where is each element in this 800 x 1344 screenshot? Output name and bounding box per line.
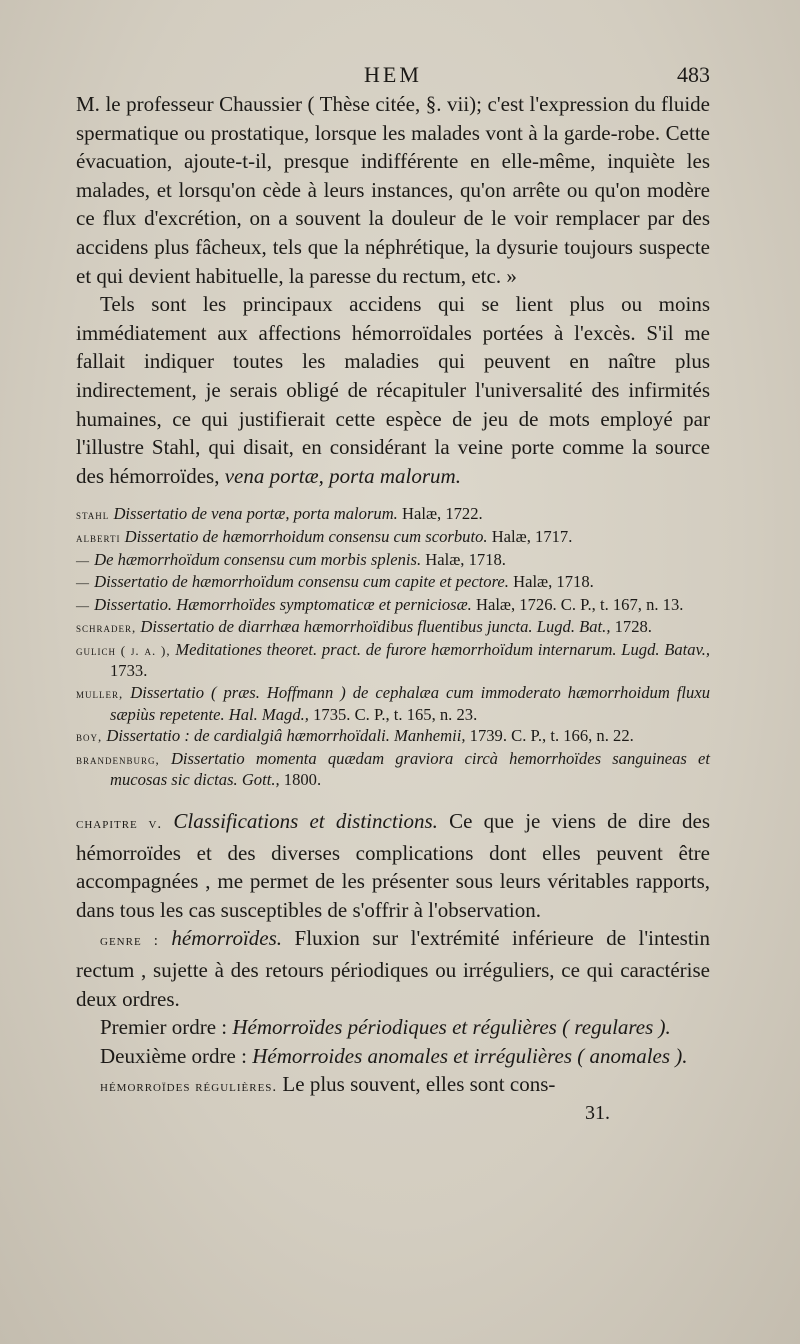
order-one — [76, 1013, 710, 1042]
ref-author: stahl — [76, 507, 110, 523]
section-text: Le plus souvent, elles sont cons- — [277, 1072, 556, 1097]
order-two — [76, 1042, 710, 1071]
ref-place-date: 1800. — [279, 770, 322, 790]
signature-mark: 31. — [585, 1101, 610, 1124]
chapter-title: Classifications et distinctions. — [173, 809, 438, 834]
ref-work: Dissertatio de hæmorrhoidum consensu cum scorbuto. — [124, 526, 488, 546]
ref-work: De hæmorrhoïdum consensu cum morbis splenis. — [94, 549, 422, 569]
reference-entry — [76, 572, 710, 594]
ref-author: — — [76, 552, 90, 568]
ref-work: Dissertatio. Hæmorrhoïdes symptomaticæ et perniciosæ. — [94, 594, 472, 614]
reference-entry — [76, 550, 710, 572]
ref-author: — — [76, 575, 90, 591]
ref-place-date: 1735. C. P., t. 165, n. 23. — [308, 704, 478, 724]
ref-work: Meditationes theoret. pract. de furore hæmorrhoïdum internarum. Lugd. Batav., — [175, 639, 711, 659]
genre-label: genre : — [100, 933, 159, 950]
bibliography — [76, 504, 710, 791]
ref-work: Dissertatio : de cardialgiâ hæmorrhoïdali. Manhemii, — [106, 726, 466, 746]
paragraph-accidens — [76, 290, 710, 490]
order-label: Premier ordre : — [100, 1015, 233, 1040]
reference-entry — [76, 683, 710, 725]
stahl-quote: vena portæ, porta malorum. — [224, 463, 461, 488]
genre-name: hémorroïdes. — [171, 926, 283, 951]
chapter-label: chapitre v. — [76, 816, 163, 833]
running-head — [76, 60, 710, 90]
ref-author: muller, — [76, 686, 124, 702]
section-regulieres — [76, 1070, 710, 1102]
running-title: HEM — [364, 62, 422, 87]
ref-place-date: 1728. — [610, 617, 652, 637]
paragraph-accidens-text: Tels sont les principaux accidens qui se lient plus ou moins immédiatement aux affections hémorroïdales portées à l'excès. S'il me fallait indiquer toutes les maladies qui peuvent en naître plus indirectement, je serais obligé de récapituler l'universalité des infirmités humaines, ce qui justifierait cette espèce de jeu de mots employé par l'illustre Stahl, qui disait, en considérant la veine porte comme la source des hémorroïdes, — [76, 292, 710, 488]
ref-work: Dissertatio de diarrhæa hæmorrhoïdibus fluentibus juncta. Lugd. Bat., — [140, 617, 611, 637]
ref-place-date: Halæ, 1718. — [508, 572, 594, 592]
ref-place-date: 1733. — [110, 661, 148, 681]
section-label: hémorroïdes régulières. — [100, 1079, 278, 1096]
paragraph-chaussier-quote: M. le professeur Chaussier ( Thèse citée, §. vii); c'est l'expression du fluide spermatique ou prostatique, lorsque les malades vont à la garde-robe. Cette évacuation, ajoute-t-il, presque indifférente en elle-même, inquiète les malades, et lorsqu'on cède à leurs instances, qu'on arrête ou qu'on modère ce flux d'excrétion, on a souvent la douleur de le voir remplacer par des accidens plus fâcheux, tels que la néphrétique, la dysurie toujours suspecte et qui devient habituelle, la paresse du rectum, etc. » — [76, 92, 710, 288]
chapter-paragraph — [76, 807, 710, 924]
ref-author: — — [76, 597, 90, 613]
ref-place-date: Halæ, 1726. C. P., t. 167, n. 13. — [471, 594, 684, 614]
page-content — [76, 60, 710, 1125]
ref-place-date: Halæ, 1717. — [487, 526, 573, 546]
reference-entry — [76, 617, 710, 639]
ref-work: Dissertatio de hæmorrhoïdum consensu cum capite et pectore. — [94, 572, 509, 592]
ref-author: boy, — [76, 729, 103, 745]
genre-paragraph — [76, 924, 710, 1013]
order-name: Hémorroides anomales et irrégulières — [252, 1043, 573, 1068]
ref-work: Dissertatio ( præs. Hoffmann ) de cephalæa cum immoderato hæmorrhoidum fluxu sæpiùs repetente. Hal. Magd., — [110, 683, 710, 724]
ref-place-date: 1739. C. P., t. 166, n. 22. — [465, 726, 634, 746]
ref-author: gulich ( j. a. ), — [76, 642, 171, 658]
ref-place-date: Halæ, 1722. — [397, 504, 483, 524]
reference-entry — [76, 640, 710, 682]
order-label: Deuxième ordre : — [100, 1043, 253, 1068]
chapter-text: Ce que je viens de dire des hémorroïdes et des diverses complications dont elles peuvent être accompagnées , me permet de les présenter sous leurs véritables rapports, dans tous les cas susceptibles de s'offrir à l'observation. — [76, 809, 710, 922]
order-name: Hémorroïdes périodiques et régulières — [232, 1015, 557, 1040]
reference-entry — [76, 527, 710, 549]
order-latin: ( anomales ). — [577, 1043, 688, 1068]
page-number: 483 — [677, 62, 710, 87]
ref-author: alberti — [76, 529, 121, 545]
reference-entry — [76, 504, 710, 526]
reference-entry — [76, 726, 710, 748]
genre-text: Fluxion sur l'extrémité inférieure de l'intestin rectum , sujette à des retours périodiques ou irréguliers, ce qui caractérise deux ordres. — [76, 926, 710, 1011]
ref-author: schrader, — [76, 620, 137, 636]
reference-entry — [76, 595, 710, 617]
order-latin: ( regulares ). — [562, 1015, 671, 1040]
reference-entry — [76, 749, 710, 791]
ref-work: Dissertatio momenta quædam graviora circà hemorrhoïdes sanguineas et mucosas sic dictas. Gott., — [110, 748, 710, 790]
ref-place-date: Halæ, 1718. — [421, 549, 506, 569]
ref-author: brandenburg, — [76, 751, 160, 767]
ref-work: Dissertatio de vena portæ, porta malorum. — [113, 504, 398, 524]
